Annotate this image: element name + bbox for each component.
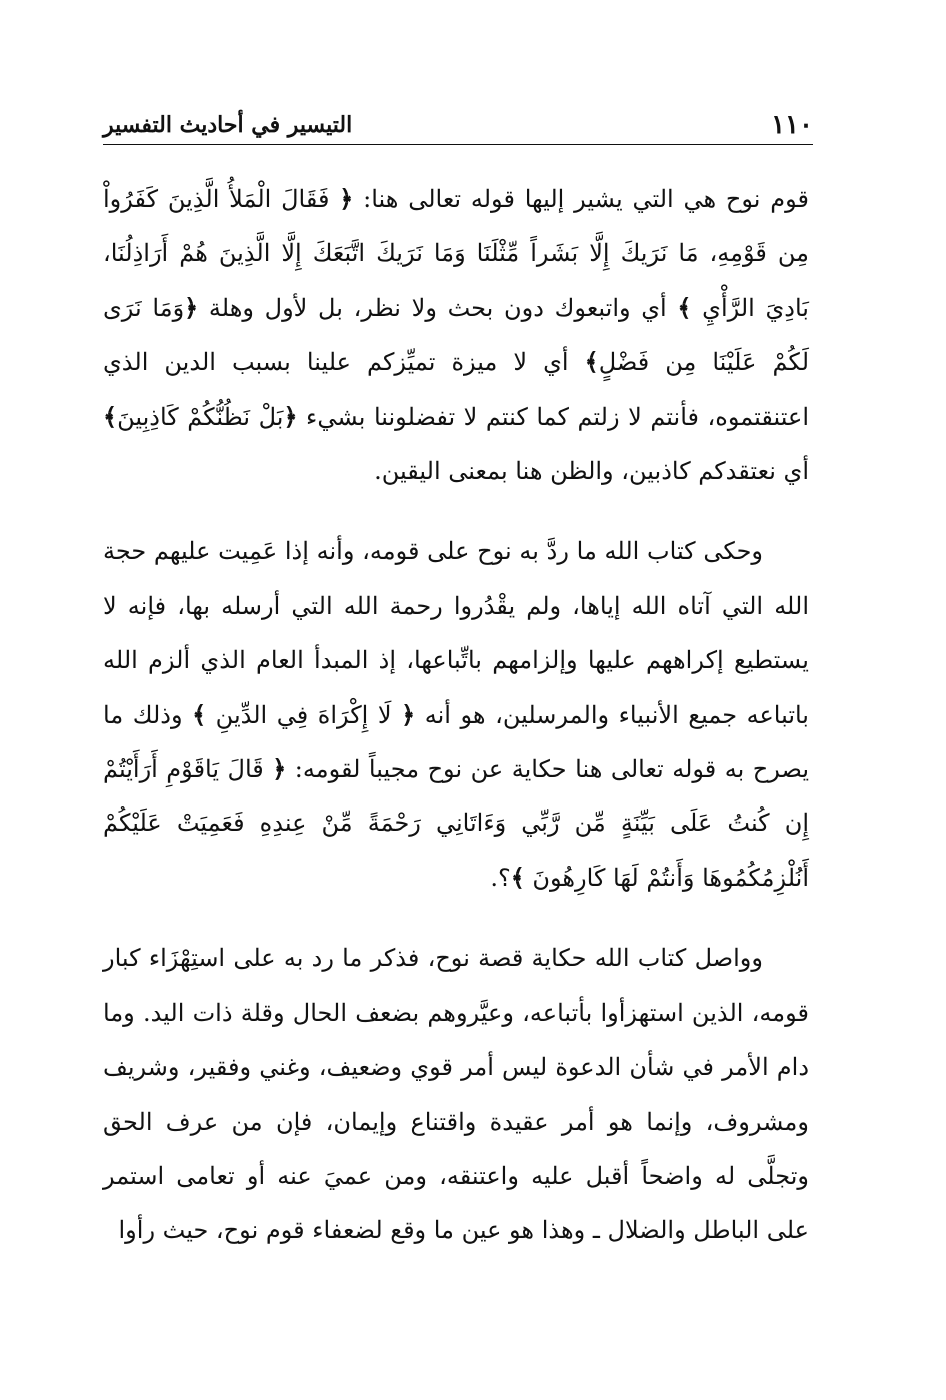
header-divider — [103, 144, 813, 145]
quran-open-bracket: ﴿ — [339, 185, 354, 213]
text-run: قوم نوح هي التي يشير إليها قوله تعالى هنا: — [353, 185, 809, 213]
paragraph-1 — [103, 172, 809, 498]
quran-verse: وَمَا نَرَى لَكُمْ عَلَيْنَا مِن فَضْلٍ — [103, 293, 810, 377]
text-run: أي واتبعوك دون بحث ولا نظر، بل لأول وهلة — [198, 293, 678, 322]
text-run: ؟. — [490, 863, 511, 892]
quran-close-bracket: ﴾ — [192, 700, 207, 729]
quran-verse: لَا إِكْرَاهَ فِي الدِّينِ — [206, 700, 402, 729]
quran-open-bracket: ﴿ — [283, 402, 298, 431]
quran-close-bracket: ﴾ — [510, 863, 525, 892]
quran-verse: فَقَالَ الْمَلأُ الَّذِينَ كَفَرُواْ مِن قَوْمِهِ، مَا نَرَيكَ إِلَّا بَشَراً مِّثْلَنَا وَمَا نَرَيكَ اتَّبَعَكَ إِلَّا الَّذِينَ هُمْ أَرَاذِلُنَا، بَادِيَ الرَّأْيِ — [103, 185, 809, 322]
paragraph-3 — [103, 931, 809, 1257]
page-number: ١١٠ — [771, 110, 813, 140]
page-body — [103, 172, 809, 1258]
text-run: وذلك ما يصرح به قوله تعالى هنا حكاية عن نوح مجيباً لقومه: — [103, 700, 810, 784]
quran-close-bracket: ﴾ — [103, 402, 118, 431]
quran-open-bracket: ﴿ — [401, 700, 416, 729]
quran-open-bracket: ﴿ — [184, 293, 199, 322]
quran-close-bracket: ﴾ — [584, 348, 599, 377]
text-run: وحكى كتاب الله ما ردَّ به نوح على قومه، وأنه إذا عَمِيت عليهم حجة الله التي آتاه الله إياها، ولم يقْدُروا رحمة الله التي أرسله بها، فإنه لا يستطيع إكراههم عليها وإلزامهم باتِّباعها، إذ المبدأ العام الذي ألزم الله باتباعه جميع الأنبياء والمرسلين، هو أنه — [103, 537, 809, 729]
paragraph-2 — [103, 524, 809, 905]
page-header — [103, 108, 813, 142]
running-title: التيسير في أحاديث التفسير — [103, 112, 353, 138]
quran-verse: بَلْ نَظُنُّكُمْ كَاذِبِينَ — [117, 402, 284, 431]
quran-close-bracket: ﴾ — [677, 293, 692, 322]
text-run: وواصل كتاب الله حكاية قصة نوح، فذكر ما رد به على استِهْزَاء كبار قومه، الذين استهزأوا بأتباعه، وعيَّروهم بضعف الحال وقلة ذات اليد. وما دام الأمر في شأن الدعوة ليس أمر قوي وضعيف، وغني وفقير، وشريف ومشروف، وإنما هو أمر عقيدة واقتناع وإيمان، فإن من عرف الحق وتجلَّى له واضحاً أقبل عليه واعتنقه، ومن عميَ عنه أو تعامى استمر على الباطل والضلال ـ وهذا هو عين ما وقع لضعفاء قوم نوح، حيث رأوا — [103, 944, 810, 1245]
text-run: أي لا ميزة تميِّزكم علينا بسبب الدين الذي اعتنقتموه، فأنتم لا زلتم كما كنتم لا تفضلوننا بشيء — [103, 348, 809, 431]
text-run: أي نعتقدكم كاذبين، والظن هنا بمعنى اليقين. — [374, 457, 809, 486]
quran-open-bracket: ﴿ — [272, 755, 287, 784]
quran-verse: قَالَ يَاقَوْمِ أَرَأَيْتُمْ إِن كُنتُ عَلَى بَيِّنَةٍ مِّن رَّبِّي وَءَاتَانِي رَحْمَةً مِّنْ عِندِهِ فَعَمِيَتْ عَلَيْكُمْ أَنُلْزِمُكُمُوهَا وَأَنتُمْ لَهَا كَارِهُونَ — [103, 755, 809, 892]
